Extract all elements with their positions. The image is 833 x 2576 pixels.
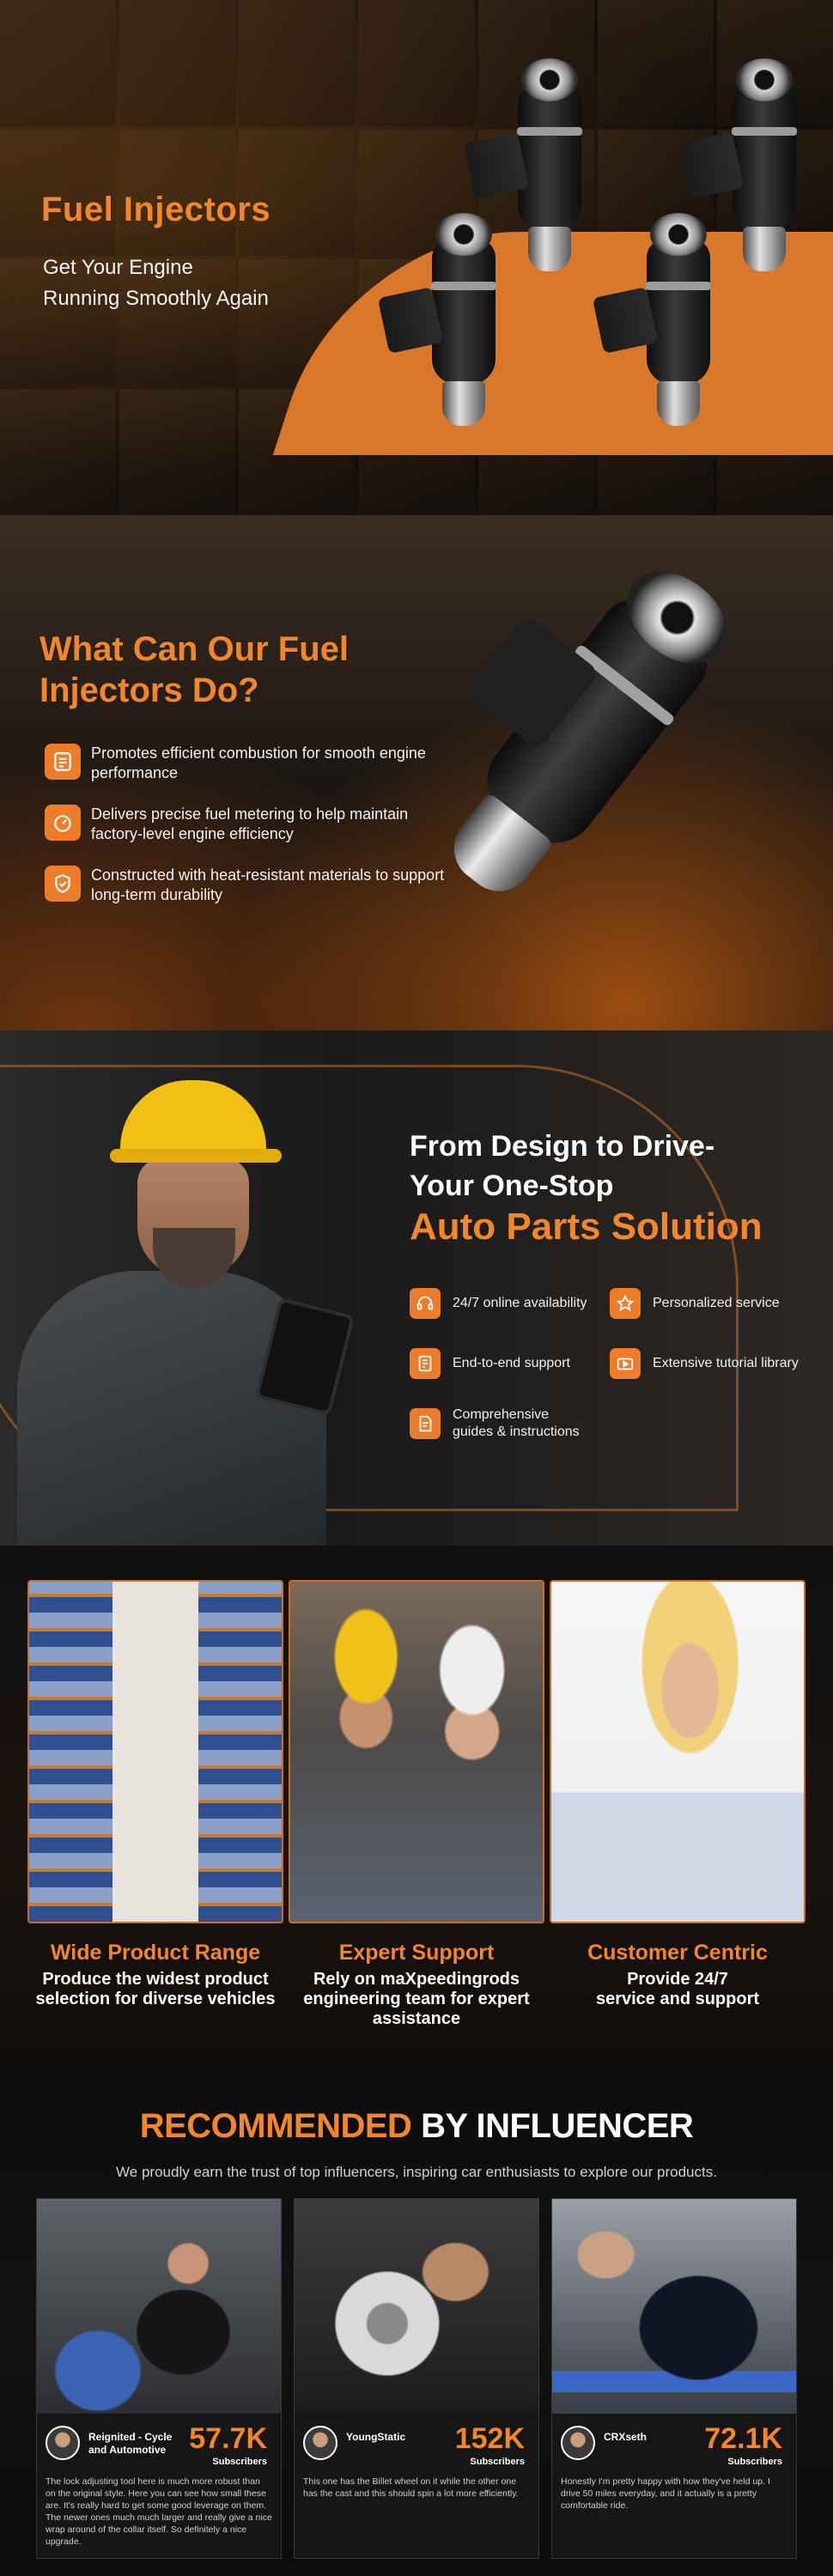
gauge-icon [45,805,81,841]
features-section [0,515,833,1030]
one-stop-heading-line2: Your One-Stop [410,1170,614,1202]
influencer-quote: The lock adjusting tool here is much more robust than on the original style. Here you can see how small these are. It's really hard to get some good leverage on them. The newer ones much much larger and really give a nice wrap around of the collar itself. So definitely a nice upgrade. [46,2476,272,2547]
engineers-image [290,1582,543,1922]
influencer-tagline: We proudly earn the trust of top influencers, inspiring car enthusiasts to explore our products. [116,2164,717,2180]
tutorial-library-icon [610,1348,641,1379]
influencer-card[interactable] [551,2198,797,2559]
influencer-video-thumbnail[interactable] [295,2199,538,2414]
fuel-injector-image [635,213,721,436]
influencer-name: YoungStatic [346,2431,406,2443]
fuel-injector-image [721,58,807,282]
influencer-name: CRXseth [604,2431,648,2443]
one-stop-heading [410,1127,714,1206]
influencer-quote: Honestly I'm pretty happy with how they've held up. I drive 50 miles everyday, and it actually is a pretty comfortable ride. [561,2476,770,2511]
card-description-line: selection for diverse vehicles [35,1990,276,2008]
card-description-line: Rely on maXpeedingrods [313,1970,520,1989]
influencer-name: Reignited - Cycle and Automotive [88,2431,173,2456]
expert-card [289,1580,544,1923]
service-item [410,1348,570,1379]
feature-item [45,866,452,905]
one-stop-heading-line1: From Design to Drive- [410,1130,715,1163]
service-label: 24/7 online availability [453,1296,587,1310]
one-stop-section [0,1030,833,1546]
hero-subtitle [43,252,269,314]
service-label: End-to-end support [453,1356,570,1370]
one-stop-highlight: Auto Parts Solution [410,1206,763,1248]
influencer-card[interactable] [36,2198,282,2559]
influencer-heading [0,2107,833,2146]
service-label [453,1406,580,1441]
subscriber-count: 57.7K [189,2422,267,2455]
features-title-line2: Injectors Do? [40,671,259,709]
card-title: Expert Support [338,1941,495,1965]
card-description-line: engineering team for expert [303,1990,530,2008]
subscriber-label: Subscribers [212,2457,267,2467]
service-label-line1: Comprehensive [453,1407,550,1422]
influencer-video-thumbnail[interactable] [37,2199,281,2414]
hero-subtitle-line2: Running Smoothly Again [43,287,269,310]
customer-card [550,1580,806,1923]
feature-text: Constructed with heat-resistant materials to support long-term durability [91,866,445,903]
card-title: Customer Centric [587,1941,768,1965]
service-label: Extensive tutorial library [653,1356,799,1370]
mechanic-with-tablet-image [9,1056,369,1546]
benefits-section [0,1546,833,2061]
warehouse-image [29,1582,282,1922]
influencer-section [0,2061,833,2576]
influencer-card[interactable] [294,2198,539,2559]
feature-text: Promotes efficient combustion for smooth engine performance [91,744,426,781]
warehouse-card [27,1580,283,1923]
guide-icon [410,1408,441,1439]
card-description [27,1970,283,2009]
card-description [289,1970,544,2029]
service-item [610,1348,799,1379]
hero-section [0,0,833,515]
fuel-injector-image [421,213,507,436]
avatar [303,2426,337,2460]
features-title-line1: What Can Our Fuel [40,630,349,668]
influencer-heading-highlight: RECOMMENDED [139,2107,412,2145]
star-icon [610,1288,641,1319]
card-description-line: assistance [372,2009,461,2028]
hero-subtitle-line1: Get Your Engine [43,256,193,279]
subscriber-label: Subscribers [727,2457,782,2467]
card-description [550,1970,806,2009]
influencer-heading-rest: BY INFLUENCER [421,2107,694,2145]
card-description-line: service and support [595,1990,760,2008]
card-description-line: Provide 24/7 [627,1970,728,1989]
features-title [40,629,349,711]
service-item [410,1406,580,1441]
fuel-injector-image [507,58,593,282]
card-description-line: Produce the widest product [42,1970,269,1989]
feature-text: Delivers precise fuel metering to help maintain factory-level engine efficiency [91,805,409,842]
shield-check-icon [45,866,81,902]
subscriber-count: 72.1K [704,2422,782,2455]
subscriber-label: Subscribers [470,2457,525,2467]
avatar [46,2426,80,2460]
service-label: Personalized service [653,1296,780,1310]
influencer-video-thumbnail[interactable] [552,2199,796,2414]
subscriber-count: 152K [454,2422,525,2455]
headset-icon [410,1288,441,1319]
fuel-injector-closeup-image [360,515,816,975]
service-item [410,1288,587,1319]
card-title: Wide Product Range [50,1941,261,1965]
support-agent-image [551,1582,804,1922]
list-document-icon [45,744,81,780]
avatar [561,2426,595,2460]
service-item [610,1288,780,1319]
hero-title: Fuel Injectors [41,191,271,228]
influencer-quote: This one has the Billet wheel on it while the other one has the cast and this should spin a lot more efficiently. [303,2476,519,2499]
service-label-line2: guides & instructions [453,1425,580,1439]
support-document-icon [410,1348,441,1379]
